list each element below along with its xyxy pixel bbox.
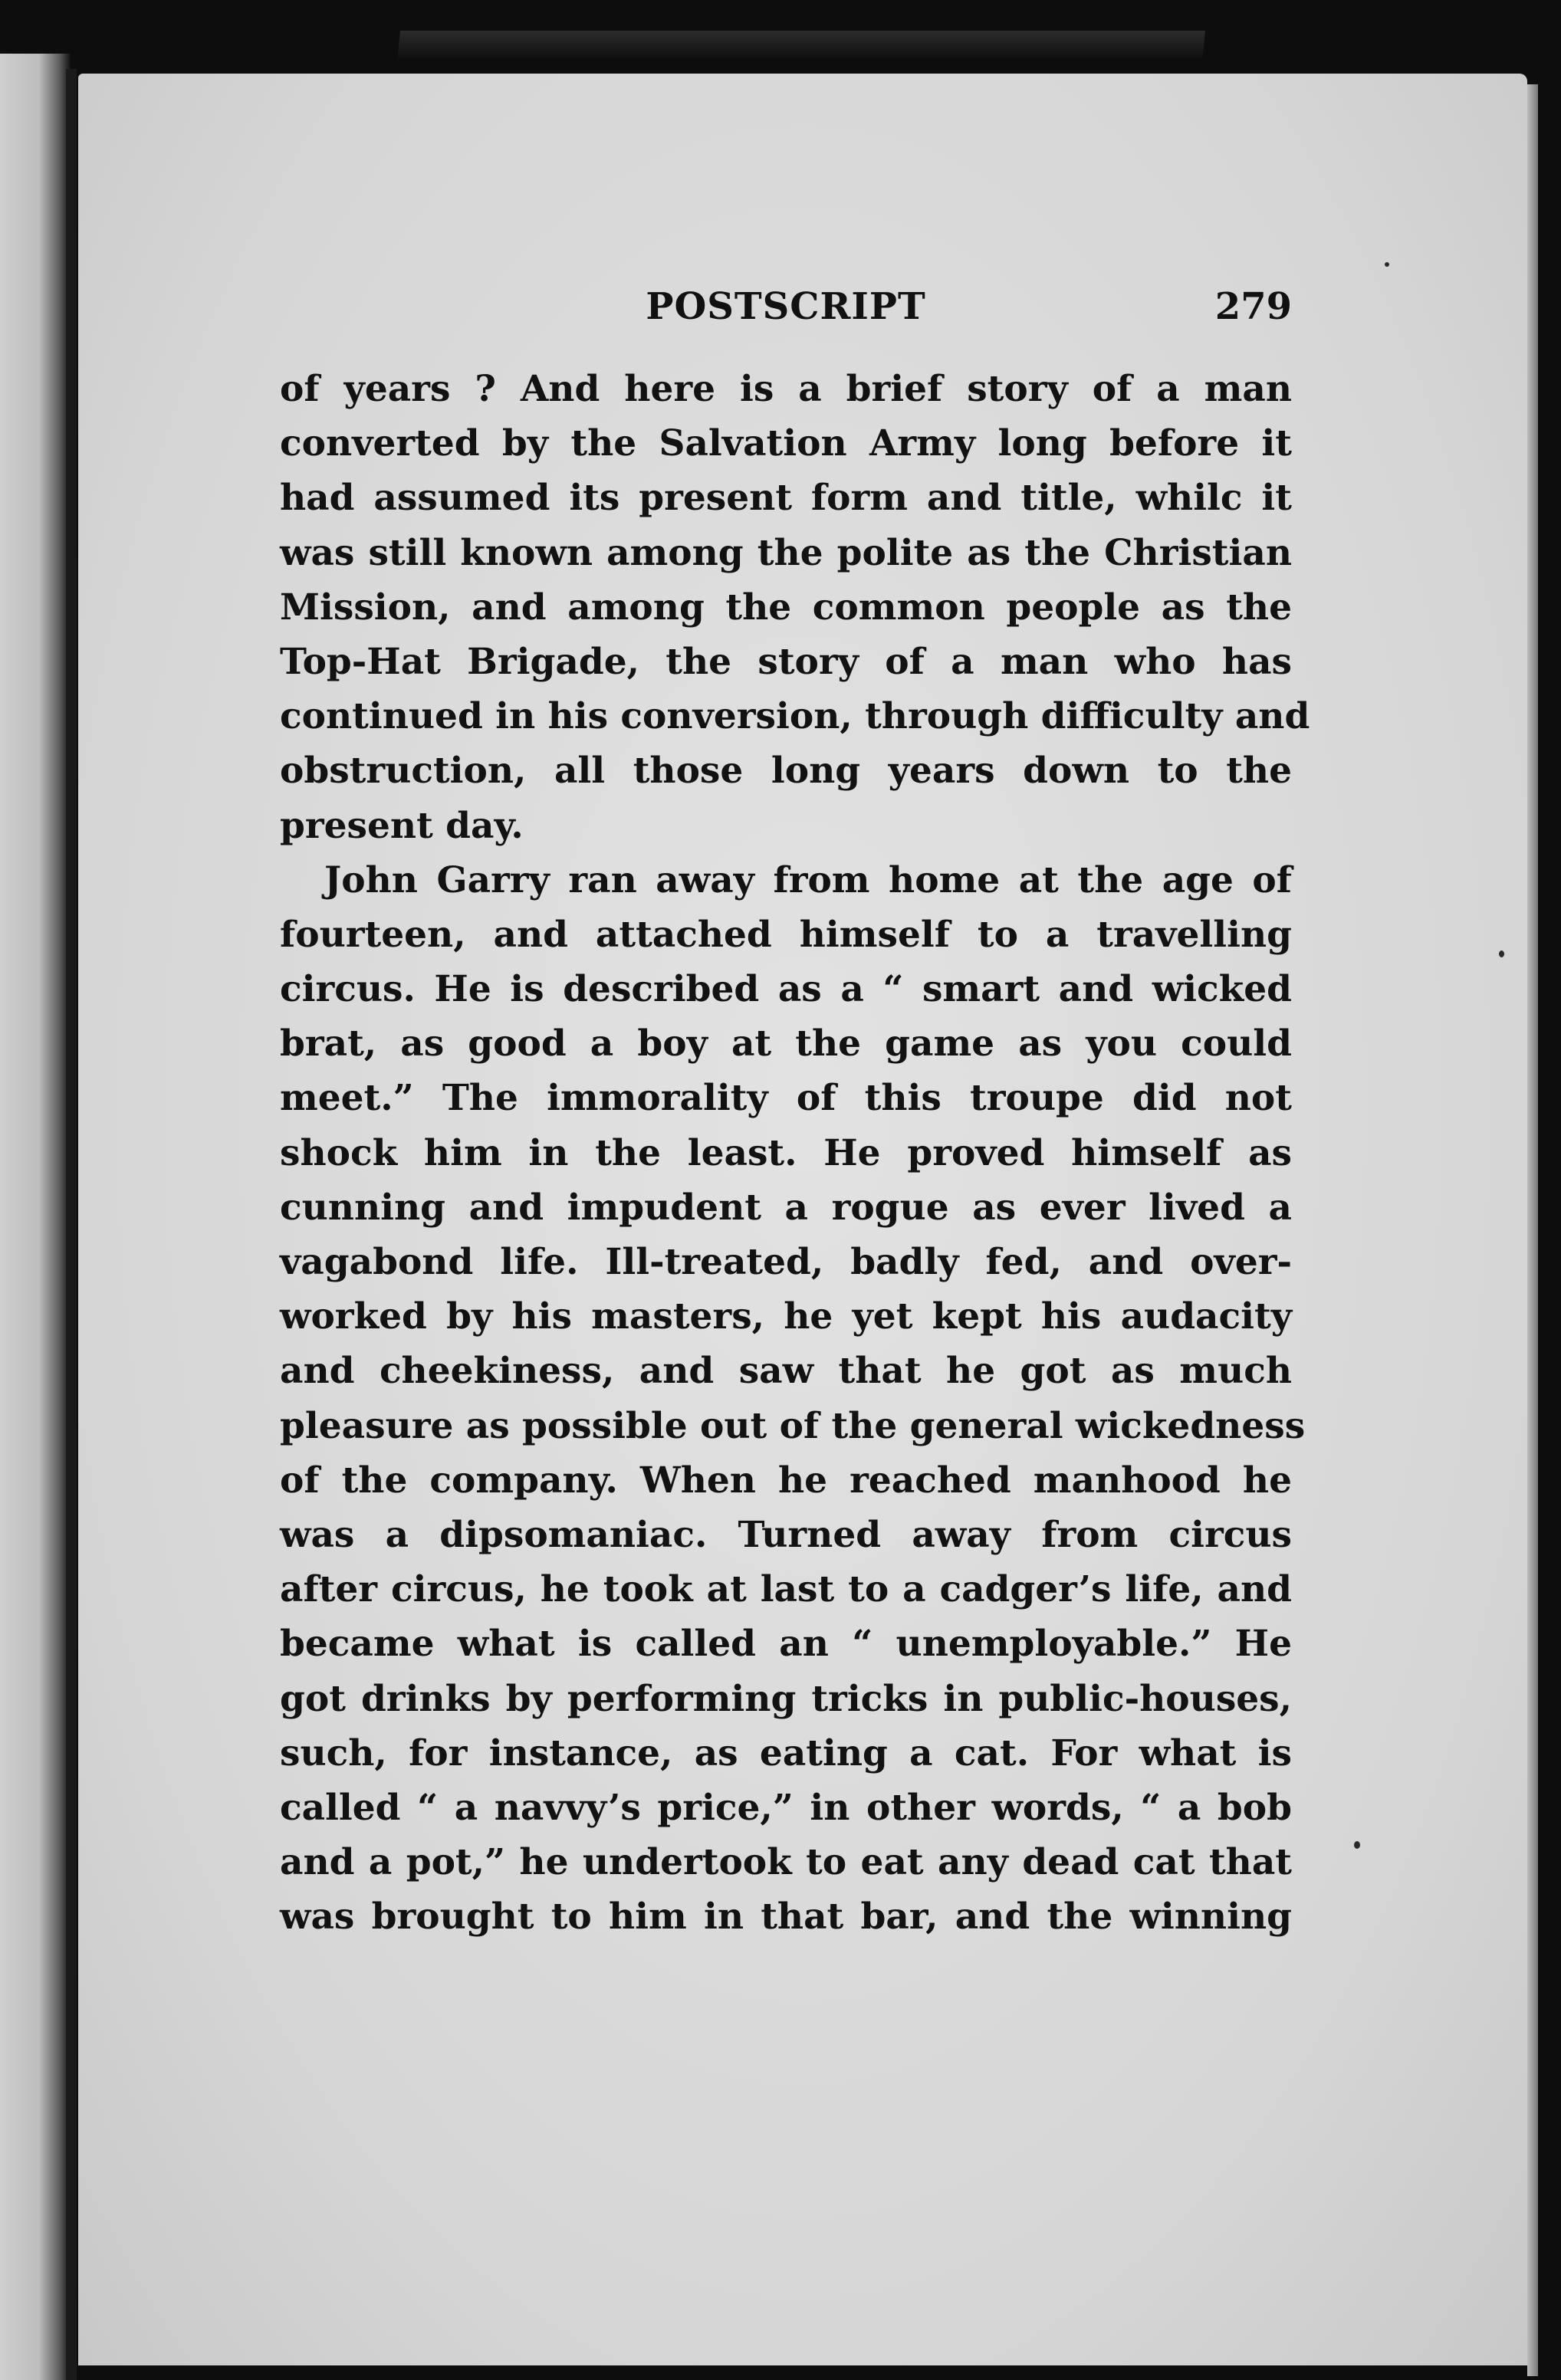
paragraph-1 — [280, 362, 1310, 853]
book-spine — [66, 69, 77, 2380]
text-line: vagabond life. Ill-treated, badly fed, and over- — [280, 1241, 1292, 1283]
text-line: and a pot,” he undertook to eat any dead cat that — [280, 1841, 1292, 1884]
scan-speck — [1385, 262, 1389, 267]
text-line: got drinks by performing tricks in public-houses, — [280, 1677, 1292, 1720]
text-line: pleasure as possible out of the general wickedness — [280, 1404, 1306, 1447]
text-line: present day. — [280, 804, 524, 847]
text-line: meet.” The immorality of this troupe did not — [280, 1077, 1292, 1120]
text-line: had assumed its present form and title, whilc it — [280, 477, 1292, 520]
text-line: shock him in the least. He proved himself as — [280, 1131, 1292, 1174]
text-line: converted by the Salvation Army long before it — [280, 422, 1292, 465]
facing-page-edge — [0, 54, 71, 2380]
text-line: was a dipsomaniac. Turned away from circus — [280, 1513, 1292, 1556]
body-text — [280, 362, 1310, 1944]
text-line: circus. He is described as a “ smart and wicked — [280, 968, 1292, 1011]
text-line: of the company. When he reached manhood he — [280, 1459, 1292, 1502]
paragraph-2 — [280, 853, 1306, 1945]
text-line: Mission, and among the common people as the — [280, 586, 1292, 629]
text-line: Top-Hat Brigade, the story of a man who has — [280, 640, 1292, 683]
text-line: such, for instance, as eating a cat. For what is — [280, 1732, 1292, 1774]
text-line: worked by his masters, he yet kept his audacity — [280, 1295, 1292, 1338]
text-line: cunning and impudent a rogue as ever lived a — [280, 1186, 1292, 1229]
text-line: continued in his conversion, through difficulty and — [280, 695, 1310, 738]
text-line: and cheekiness, and saw that he got as much — [280, 1350, 1292, 1393]
text-line: called “ a navvy’s price,” in other words, “ a bob — [280, 1786, 1292, 1829]
scan-shadow — [397, 31, 1205, 61]
text-line: after circus, he took at last to a cadger’s life, and — [280, 1568, 1292, 1611]
text-line: was brought to him in that bar, and the winning — [280, 1896, 1292, 1938]
scan-speck — [1354, 1841, 1360, 1849]
text-line: John Garry ran away from home at the age of — [324, 858, 1292, 901]
running-title: POSTSCRIPT — [646, 285, 926, 328]
text-line: fourteen, and attached himself to a travelling — [280, 913, 1292, 956]
text-line: became what is called an “ unemployable.” He — [280, 1623, 1292, 1666]
text-line: of years ? And here is a brief story of a man — [280, 368, 1292, 410]
text-line: brat, as good a boy at the game as you could — [280, 1023, 1292, 1065]
page-edge-shadow — [1527, 84, 1538, 2376]
text-line: was still known among the polite as the Christian — [280, 531, 1292, 574]
scan-speck — [1499, 950, 1504, 957]
text-line: obstruction, all those long years down to the — [280, 750, 1292, 793]
page-number: 279 — [1214, 285, 1292, 328]
running-header — [280, 285, 1292, 331]
